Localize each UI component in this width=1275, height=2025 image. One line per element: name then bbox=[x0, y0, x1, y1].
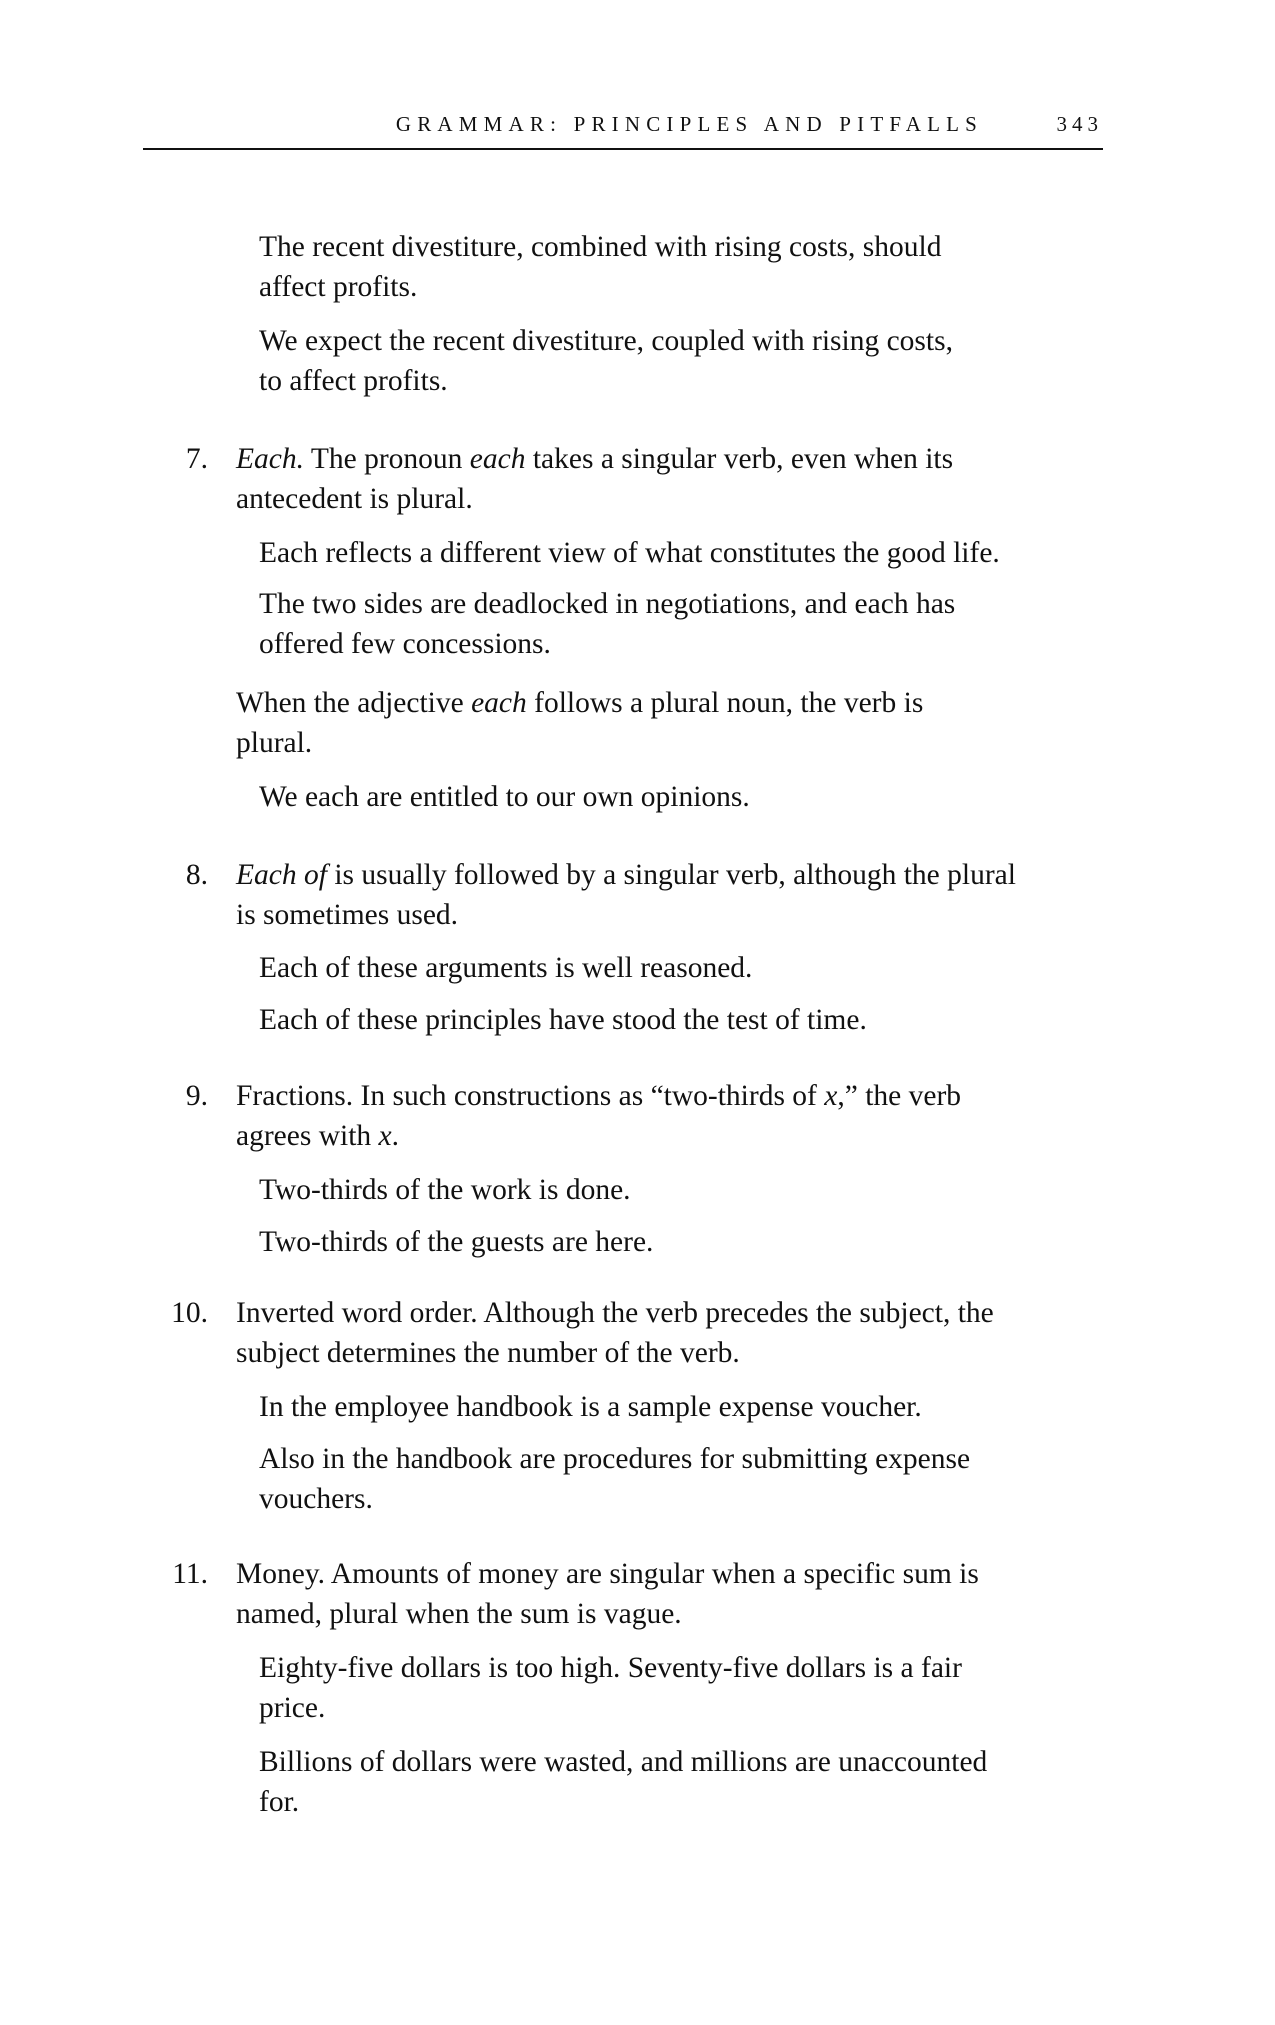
list-number: 9. bbox=[185, 1080, 208, 1112]
rule-text: Each of is usually followed by a singular verb, although the plural is sometimes used. bbox=[236, 859, 1016, 931]
rule-text: Inverted word order. Although the verb precedes the subject, the subject determines the number of the verb. bbox=[236, 1297, 994, 1369]
list-number: 7. bbox=[185, 443, 208, 475]
example-sentence: We each are entitled to our own opinions. bbox=[259, 781, 750, 813]
example-sentence: Eighty-five dollars is too high. Seventy-five dollars is a fair price. bbox=[259, 1652, 962, 1724]
example-sentence: Billions of dollars were wasted, and millions are unaccounted for. bbox=[259, 1746, 988, 1818]
example-sentence: In the employee handbook is a sample expense voucher. bbox=[259, 1391, 922, 1423]
example-sentence: The two sides are deadlocked in negotiations, and each has offered few concessions. bbox=[259, 588, 956, 660]
rule-text: When the adjective each follows a plural noun, the verb is plural. bbox=[236, 687, 924, 759]
running-title: GRAMMAR: PRINCIPLES AND PITFALLS bbox=[395, 112, 983, 136]
list-number: 11. bbox=[172, 1558, 208, 1590]
example-sentence: Each reflects a different view of what constitutes the good life. bbox=[259, 537, 1000, 569]
example-sentence: The recent divestiture, combined with rising costs, should affect profits. bbox=[259, 231, 942, 303]
rule-text: Each. The pronoun each takes a singular verb, even when its antecedent is plural. bbox=[236, 443, 954, 515]
example-sentence: Also in the handbook are procedures for submitting expense vouchers. bbox=[259, 1443, 971, 1515]
list-number: 8. bbox=[185, 859, 208, 891]
page-number: 343 bbox=[1056, 112, 1103, 136]
example-sentence: Two-thirds of the guests are here. bbox=[259, 1226, 654, 1258]
rule-text: Fractions. In such constructions as “two-thirds of x,” the verb agrees with x. bbox=[236, 1080, 962, 1152]
example-sentence: We expect the recent divestiture, coupled with rising costs, to affect profits. bbox=[259, 325, 953, 397]
rule-text: Money. Amounts of money are singular when a specific sum is named, plural when the sum is vague. bbox=[236, 1558, 979, 1630]
example-sentence: Each of these principles have stood the test of time. bbox=[259, 1004, 867, 1036]
example-sentence: Each of these arguments is well reasoned. bbox=[259, 952, 753, 984]
example-sentence: Two-thirds of the work is done. bbox=[259, 1174, 631, 1206]
running-header bbox=[143, 108, 1103, 150]
list-number: 10. bbox=[171, 1297, 208, 1329]
